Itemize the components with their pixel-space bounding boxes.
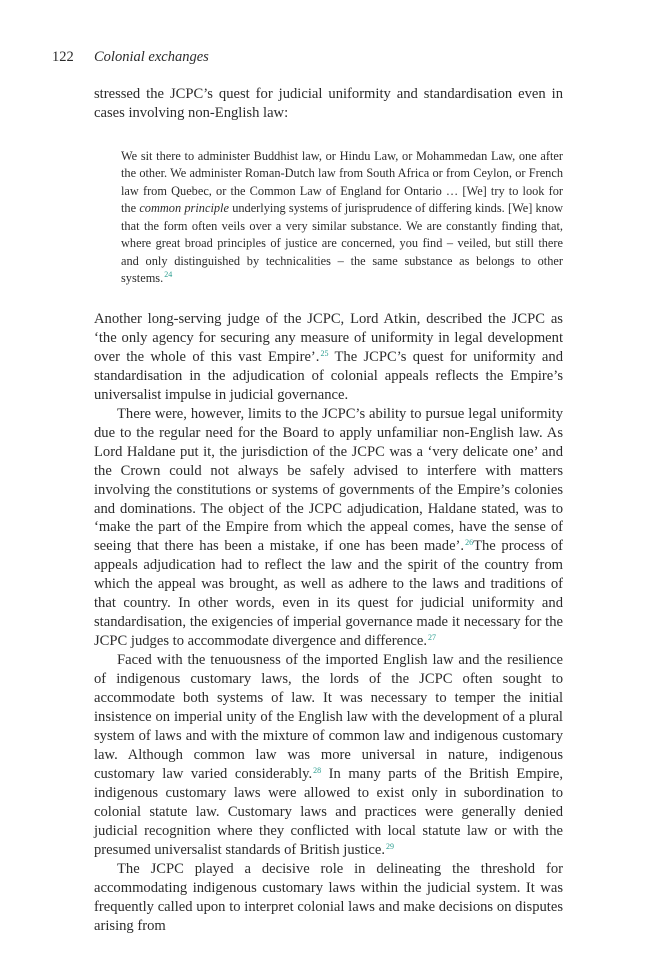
- running-header: [52, 47, 209, 67]
- paragraph-4-text: The JCPC played a decisive role in delineating the threshold for accommodating indigenous customary laws within the judicial system. It was frequently called upon to interpret colonial laws and make decisions on disputes arising from: [94, 860, 563, 934]
- quote-emphasis: common principle: [139, 201, 229, 216]
- footnote-marker-26[interactable]: 26: [465, 538, 474, 548]
- paragraph-2: [94, 405, 563, 651]
- paragraph-1-text-b: The JCPC’s quest for uniformity and standardisation in the adjudication of colonial appeals reflects the Empire’s universalist impulse in judicial governance.: [94, 348, 563, 403]
- paragraph-3-text-b: In many parts of the British Empire, indigenous customary laws were allowed to exist only in subordination to colonial statute law. Customary laws and practices were generally denied judicial recognition where they conflicted with local statute law or with the presumed universalist standards of British justice.: [94, 765, 563, 858]
- paragraph-4: [94, 860, 563, 936]
- running-title: Colonial exchanges: [94, 49, 209, 65]
- block-quote: [121, 148, 563, 288]
- paragraph-1: [94, 310, 563, 405]
- intro-paragraph: stressed the JCPC’s quest for judicial uniformity and standardisation even in cases involving non-English law:: [94, 86, 563, 121]
- footnote-marker-27[interactable]: 27: [427, 633, 436, 643]
- paragraph-2-text-b: The process of appeals adjudication had to reflect the law and the spirit of the country from which the appeal was brought, as well as adhere to the laws and traditions of that country. In other words, even in its quest for judicial uniformity and standardisation, the exigencies of imperial governance made it necessary for the JCPC judges to accommodate divergence and difference.: [94, 538, 563, 650]
- paragraph-2-text-a: There were, however, limits to the JCPC’s ability to pursue legal uniformity due to the regular need for the Board to apply unfamiliar non-English law. As Lord Haldane put it, the jurisdiction of the JCPC was a ‘very delicate one’ and the Crown could not always be safely advised to interfere with matters involving the constitutions or systems of governments of the Empire’s colonies and dominations. The object of the JCPC adjudication, Haldane stated, was to ‘make the part of the Empire from which the appeal comes, have the sense of seeing that there has been a mistake, if one has been made’.: [94, 405, 563, 555]
- paragraph-1-text-a: Another long-serving judge of the JCPC, Lord Atkin, described the JCPC as ‘the only agency for securing any measure of uniformity in legal development over the whole of this vast Empire’.: [94, 311, 563, 365]
- paragraph-3: [94, 651, 563, 859]
- paragraph-3-text-a: Faced with the tenuousness of the imported English law and the resilience of indigenous customary laws, the lords of the JCPC often sought to accommodate both systems of law. It was necessary to temper the initial insistence on imperial unity of the English law with the development of a plural system of laws and with the mixture of common law and indigenous customary law. Although common law was more universal in nature, indigenous customary law varied considerably.: [94, 652, 563, 782]
- main-text: [94, 310, 563, 935]
- quote-text-part2: underlying systems of jurisprudence of differing kinds. [We] know that the form often veils over a very similar substance. We are constantly finding that, where great broad principles of justice are concerned, you find – veiled, but still there and only distinguished by technicalities – the same substance as belongs to other systems.: [121, 201, 563, 286]
- footnote-marker-28[interactable]: 28: [313, 765, 322, 775]
- footnote-marker-25[interactable]: 25: [320, 348, 329, 358]
- footnote-marker-24[interactable]: 24: [164, 270, 173, 280]
- page-number: 122: [52, 49, 74, 65]
- quote-text-part1: We sit there to administer Buddhist law, or Hindu Law, or Mohammedan Law, one after the other. We administer Roman-Dutch law from South Africa or from Ceylon, or French law from Quebec, or the Common Law of England for Ontario … [We] try to look for the: [121, 149, 563, 216]
- footnote-marker-29[interactable]: 29: [386, 841, 395, 851]
